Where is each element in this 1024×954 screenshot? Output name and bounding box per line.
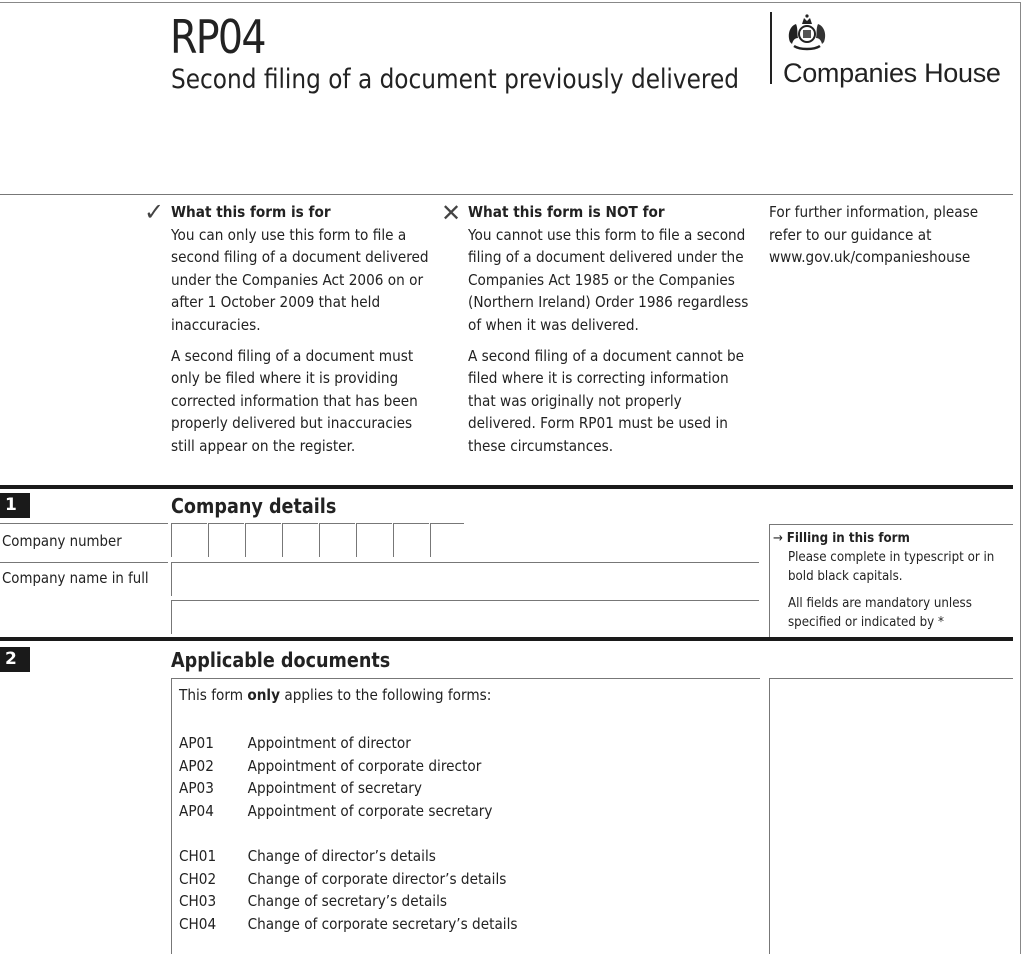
document-row — [179, 868, 517, 891]
row-divider — [0, 562, 168, 563]
logo-text: Companies House — [783, 58, 1001, 88]
form-purpose — [171, 201, 431, 466]
company-number-digit[interactable] — [319, 523, 355, 557]
intro-text: This form — [179, 686, 248, 704]
section-2-title: Applicable documents — [171, 648, 391, 672]
document-code: CH03 — [179, 892, 217, 911]
company-number-digit[interactable] — [356, 523, 392, 557]
document-code: CH04 — [179, 914, 217, 933]
company-number-digit[interactable] — [245, 523, 281, 557]
header-divider — [0, 194, 1013, 195]
document-row — [179, 845, 517, 868]
section-1-number: 1 — [0, 493, 30, 518]
document-code: AP02 — [179, 756, 214, 775]
side-notes-box — [769, 678, 1013, 954]
document-code: AP01 — [179, 734, 214, 752]
form-not-purpose — [468, 201, 750, 466]
row-divider — [0, 523, 168, 524]
company-number-digit[interactable] — [282, 523, 318, 557]
applicable-intro — [179, 684, 491, 707]
form-title: Second filing of a document previously delivered — [171, 64, 739, 95]
section-2-number: 2 — [0, 647, 30, 672]
form-purpose-heading: What this form is for — [171, 203, 331, 221]
document-code: CH02 — [179, 869, 217, 888]
section-1-title: Company details — [171, 494, 337, 518]
form-not-purpose-heading: What this form is NOT for — [468, 203, 665, 221]
document-code: AP04 — [179, 801, 214, 820]
document-desc: Appointment of secretary — [247, 779, 422, 798]
check-icon: ✓ — [144, 199, 165, 226]
company-number-digit[interactable] — [208, 523, 244, 557]
document-desc: Change of corporate director’s details — [247, 869, 507, 888]
document-group-changes — [179, 845, 517, 935]
document-group-appointments — [179, 732, 493, 822]
form-purpose-text-1: You can only use this form to file a second filing of a document delivered under the Companies Act 2006 on or after 1 October 2009 that held inaccuracies. — [171, 225, 429, 334]
x-icon: ✕ — [441, 200, 462, 227]
document-desc: Change of secretary’s details — [247, 892, 447, 911]
document-row — [179, 800, 493, 823]
section-2-divider — [0, 637, 1013, 641]
company-number-digit[interactable] — [171, 523, 207, 557]
intro-text: applies to the following forms: — [280, 686, 492, 704]
filling-note-heading: Filling in this form — [786, 530, 910, 546]
form-purpose-text-2: A second filing of a document must only be filed where it is providing corrected information that has been properly delivered but inaccuracies still appear on the register. — [171, 346, 418, 455]
form-not-purpose-text-2: A second filing of a document cannot be filed where it is correcting information that was originally not properly delivered. Form RP01 must be used in these circumstances. — [468, 346, 745, 455]
page-border-top — [0, 2, 1021, 3]
company-number-field — [171, 523, 464, 557]
document-row — [179, 913, 517, 936]
document-desc: Appointment of director — [247, 734, 411, 752]
company-name-line-2[interactable] — [171, 600, 759, 634]
section-1-divider — [0, 485, 1013, 489]
page-border-right — [1020, 2, 1021, 954]
form-code: RP04 — [170, 10, 265, 64]
document-row — [179, 890, 517, 913]
company-number-digit[interactable] — [430, 523, 464, 557]
form-not-purpose-text-1: You cannot use this form to file a second filing of a document delivered under the Companies Act 1985 or the Companies (Northern Ireland) Order 1986 regardless of when it was delivered. — [468, 225, 749, 334]
intro-bold: only — [247, 686, 281, 704]
further-info: For further information, please refer to our guidance at www.gov.uk/companieshouse — [769, 203, 979, 267]
document-desc: Change of director’s details — [247, 847, 436, 865]
document-desc: Appointment of corporate secretary — [247, 801, 493, 820]
document-desc: Appointment of corporate director — [247, 756, 482, 775]
company-number-label: Company number — [2, 532, 122, 550]
document-code: CH01 — [179, 847, 217, 865]
company-name-label: Company name in full — [2, 569, 149, 587]
document-row — [179, 732, 493, 755]
company-number-digit[interactable] — [393, 523, 429, 557]
filling-note — [773, 529, 1011, 632]
company-name-line-1[interactable] — [171, 562, 759, 596]
arrow-right-icon: → — [773, 530, 787, 546]
logo-divider — [770, 12, 772, 84]
document-row — [179, 755, 493, 778]
document-row — [179, 777, 493, 800]
filling-note-text-1: Please complete in typescript or in bold black capitals. — [787, 549, 995, 584]
document-code: AP03 — [179, 779, 214, 798]
filling-note-text-2: All fields are mandatory unless specified or indicated by * — [787, 595, 972, 630]
document-desc: Change of corporate secretary’s details — [247, 914, 518, 933]
royal-crest-icon — [782, 12, 832, 52]
